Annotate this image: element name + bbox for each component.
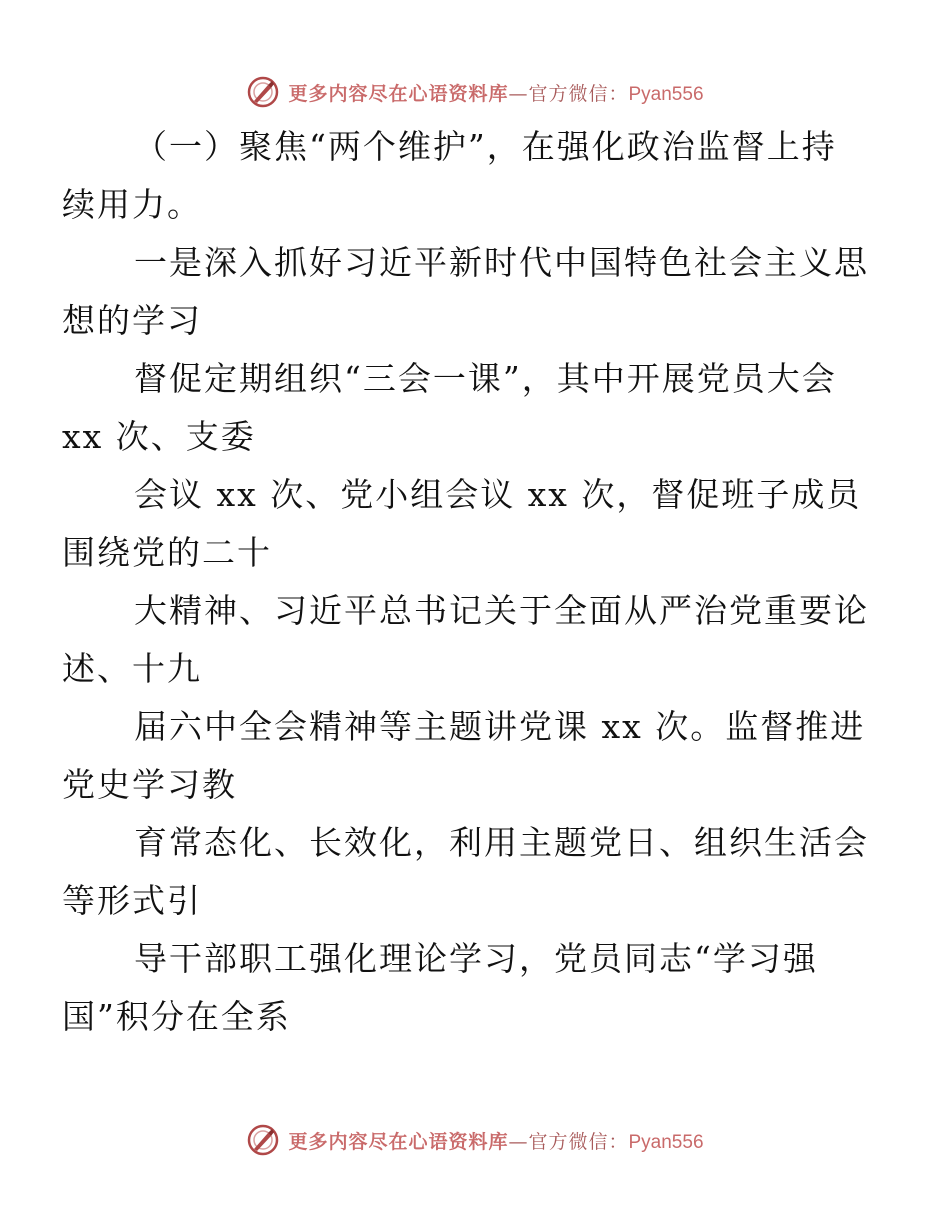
paragraph: 大精神、习近平总书记关于全面从严治党重要论 述、十九: [62, 591, 869, 688]
paragraph: 会议 xx 次、党小组会议 xx 次，督促班子成员 围绕党的二十: [62, 475, 862, 572]
paragraph: （一）聚焦“两个维护”，在强化政治监督上持 续用力。: [62, 127, 837, 224]
paragraph: 育常态化、长效化，利用主题党日、组织生活会 等形式引: [62, 823, 869, 920]
pen-logo-icon: [246, 1123, 280, 1157]
pen-logo-icon: [246, 75, 280, 109]
paragraph: 导干部职工强化理论学习，党员同志“学习强 国”积分在全系: [62, 939, 818, 1036]
paragraph: 届六中全会精神等主题讲党课 xx 次。监督推进 党史学习教: [62, 707, 866, 804]
watermark-text: 更多内容尽在心语资料库—官方微信：Pyan556: [288, 1130, 704, 1153]
paragraph: 督促定期组织“三会一课”，其中开展党员大会 xx 次、支委: [62, 359, 837, 456]
footer-watermark: [0, 1120, 950, 1160]
document-body: [62, 118, 869, 1046]
watermark-text: 更多内容尽在心语资料库—官方微信：Pyan556: [288, 82, 704, 105]
header-watermark: [0, 72, 950, 112]
paragraph: 一是深入抓好习近平新时代中国特色社会主义思 想的学习: [62, 243, 869, 340]
